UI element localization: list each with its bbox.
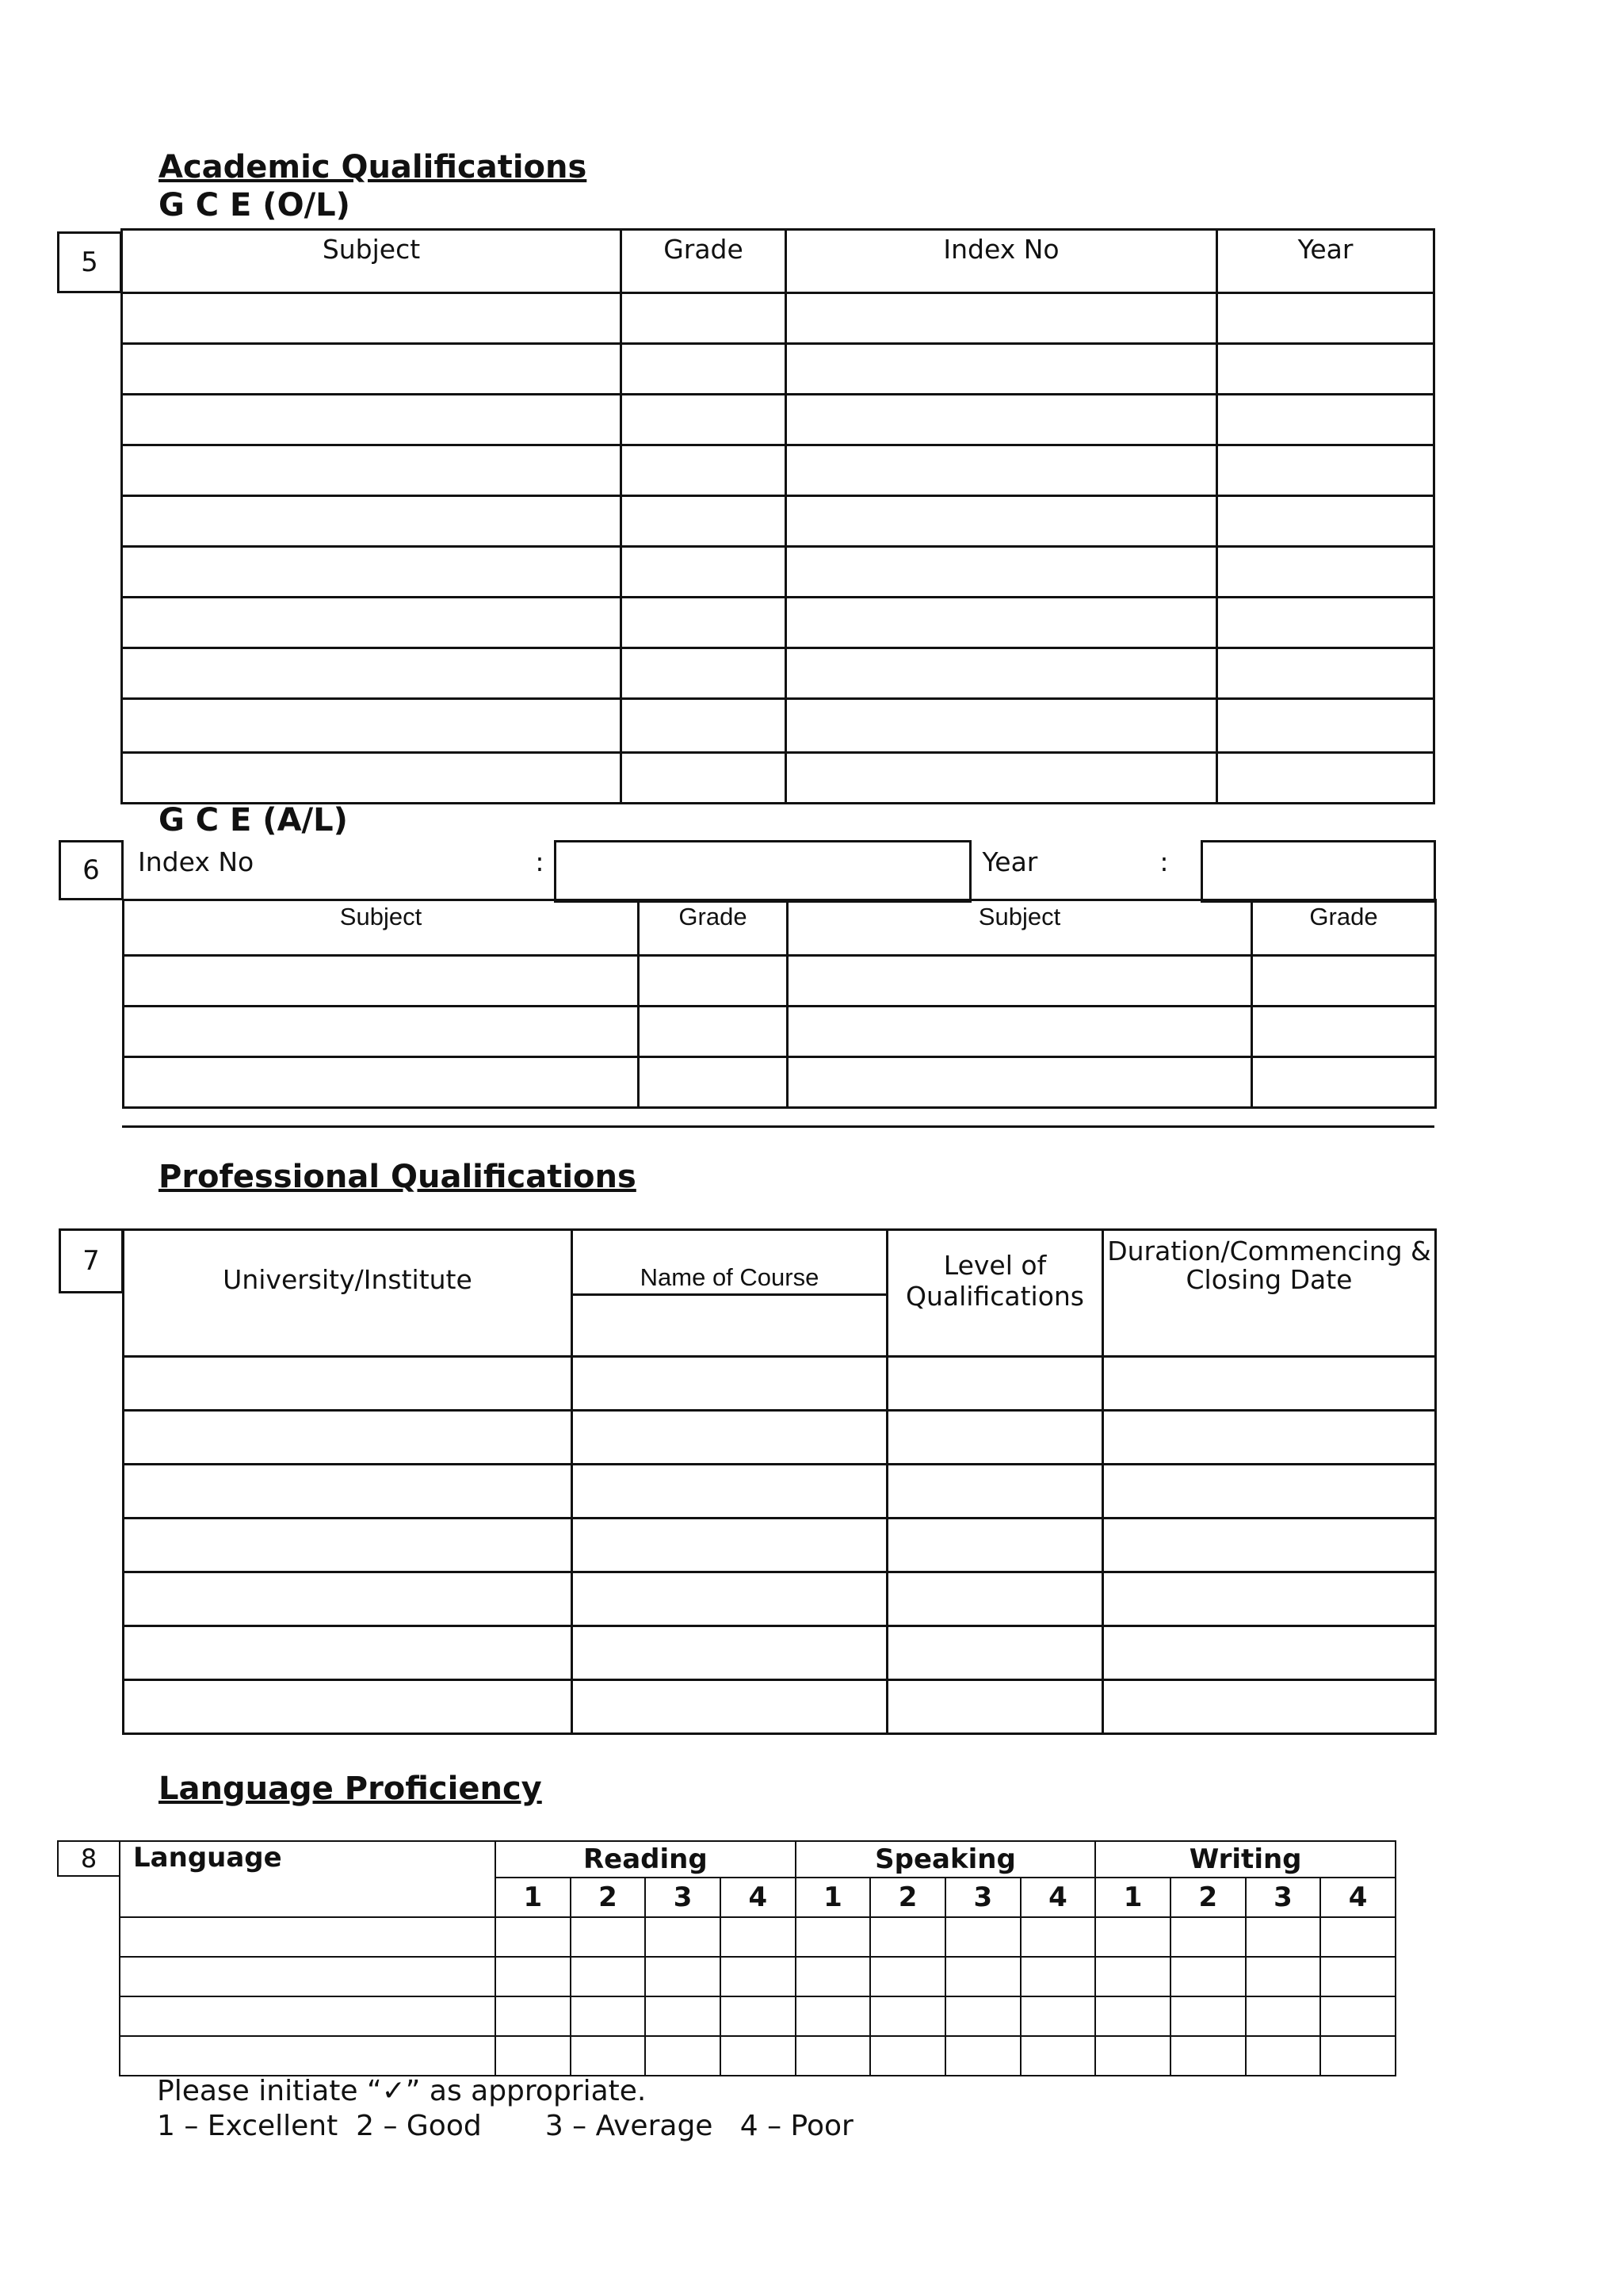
writing-cell[interactable] [1320,1917,1396,1957]
ol-grade-cell[interactable] [621,699,786,753]
ol-header-grade: Grade [621,230,786,293]
reading-cell[interactable] [571,1957,646,1996]
prof-duration-cell[interactable] [1103,1519,1436,1572]
ol-year-cell[interactable] [1217,648,1434,699]
al-year-label-cell [970,842,1201,902]
gce-ol-header-row [122,230,1434,293]
ol-subject-cell[interactable] [122,598,621,648]
ol-subject-cell[interactable] [122,547,621,598]
ol-grade-cell[interactable] [621,395,786,445]
ol-index-cell[interactable] [786,598,1217,648]
writing-cell[interactable] [1320,1996,1396,2036]
speaking-cell[interactable] [870,1996,945,2036]
al-subject-cell[interactable] [788,1057,1252,1108]
ol-grade-cell[interactable] [621,648,786,699]
table-row [124,1007,1436,1057]
prof-header-course: Name of Course [572,1230,888,1295]
speaking-cell[interactable] [796,1957,871,1996]
reading-cell[interactable] [720,2036,796,2076]
ol-grade-cell[interactable] [621,547,786,598]
table-row [124,956,1436,1007]
table-row [124,1357,1436,1411]
language-proficiency-table [119,1840,1396,2076]
ol-year-cell[interactable] [1217,395,1434,445]
prof-duration-cell[interactable] [1103,1572,1436,1626]
ol-index-cell[interactable] [786,445,1217,496]
reading-cell[interactable] [645,1917,720,1957]
section-number-8: 8 [57,1840,120,1877]
speaking-cell[interactable] [796,1996,871,2036]
table-row [122,598,1434,648]
language-header: Language [120,1841,495,1878]
al-grade-cell[interactable] [1252,1057,1436,1108]
speaking-level-1: 1 [796,1878,871,1917]
ol-year-cell[interactable] [1217,699,1434,753]
table-row [122,753,1434,804]
prof-university-cell[interactable] [124,1411,572,1465]
reading-cell[interactable] [645,1957,720,1996]
prof-level-cell[interactable] [888,1572,1103,1626]
ol-grade-cell[interactable] [621,496,786,547]
language-level-header-row [120,1878,1396,1917]
prof-duration-cell[interactable] [1103,1411,1436,1465]
writing-level-4: 4 [1320,1878,1396,1917]
reading-level-3: 3 [645,1878,720,1917]
prof-level-cell[interactable] [888,1519,1103,1572]
speaking-cell[interactable] [945,1917,1021,1957]
prof-university-cell[interactable] [124,1519,572,1572]
prof-university-cell[interactable] [124,1357,572,1411]
al-subject-cell[interactable] [788,1007,1252,1057]
ol-index-cell[interactable] [786,547,1217,598]
table-row [122,344,1434,395]
prof-duration-cell[interactable] [1103,1680,1436,1734]
al-header-subject-2: Subject [788,900,1252,956]
prof-university-cell[interactable] [124,1572,572,1626]
speaking-cell[interactable] [945,1996,1021,2036]
section-number-7: 7 [59,1228,124,1293]
speaking-level-4: 4 [1021,1878,1096,1917]
gce-ol-table [120,228,1435,804]
al-subject-cell[interactable] [124,956,639,1007]
al-year-input[interactable] [1201,842,1434,902]
prof-level-cell[interactable] [888,1465,1103,1519]
speaking-cell[interactable] [870,2036,945,2076]
ol-grade-cell[interactable] [621,753,786,804]
al-header-grade-2: Grade [1252,900,1436,956]
writing-cell[interactable] [1170,1957,1246,1996]
ol-year-cell[interactable] [1217,753,1434,804]
reading-cell[interactable] [645,2036,720,2076]
writing-cell[interactable] [1246,1957,1321,1996]
reading-cell[interactable] [720,1917,796,1957]
prof-course-cell[interactable] [572,1411,888,1465]
language-note-legend: 1 – Excellent 2 – Good 3 – Average 4 – Poor [157,2110,854,2142]
reading-level-4: 4 [720,1878,796,1917]
al-grade-cell[interactable] [1252,956,1436,1007]
ol-subject-cell[interactable] [122,445,621,496]
academic-qualifications-heading: Academic Qualifications [158,149,587,185]
ol-subject-cell[interactable] [122,344,621,395]
gce-al-index-year-table [122,840,1436,903]
ol-grade-cell[interactable] [621,598,786,648]
ol-grade-cell[interactable] [621,445,786,496]
writing-cell[interactable] [1320,2036,1396,2076]
ol-subject-cell[interactable] [122,648,621,699]
ol-subject-cell[interactable] [122,699,621,753]
speaking-level-2: 2 [870,1878,945,1917]
ol-subject-cell[interactable] [122,395,621,445]
ol-subject-cell[interactable] [122,293,621,344]
language-name-cell[interactable] [120,1917,495,1957]
al-index-label-cell [122,842,555,902]
ol-header-subject: Subject [122,230,621,293]
writing-level-3: 3 [1246,1878,1321,1917]
al-grade-cell[interactable] [1252,1007,1436,1057]
prof-level-cell[interactable] [888,1626,1103,1680]
reading-cell[interactable] [645,1996,720,2036]
speaking-cell[interactable] [1021,1996,1096,2036]
speaking-header: Speaking [796,1841,1096,1878]
prof-course-cell[interactable] [572,1572,888,1626]
prof-university-cell[interactable] [124,1626,572,1680]
ol-year-cell[interactable] [1217,344,1434,395]
table-row [120,1996,1396,2036]
writing-cell[interactable] [1246,2036,1321,2076]
ol-index-cell[interactable] [786,648,1217,699]
table-row [120,2036,1396,2076]
al-index-input[interactable] [555,842,970,902]
prof-level-cell[interactable] [888,1357,1103,1411]
prof-header-university: University/Institute [124,1230,572,1357]
reading-cell[interactable] [571,2036,646,2076]
reading-cell[interactable] [495,1996,571,2036]
prof-course-cell[interactable] [572,1626,888,1680]
reading-level-1: 1 [495,1878,571,1917]
ol-grade-cell[interactable] [621,344,786,395]
table-row [124,1519,1436,1572]
table-row [122,395,1434,445]
speaking-cell[interactable] [945,2036,1021,2076]
section-number-5: 5 [57,231,122,293]
al-grade-cell[interactable] [639,1007,788,1057]
prof-course-cell[interactable] [572,1519,888,1572]
speaking-cell[interactable] [870,1957,945,1996]
prof-course-subcell[interactable] [572,1295,888,1357]
table-row [122,496,1434,547]
reading-cell[interactable] [495,1917,571,1957]
table-row [124,1680,1436,1734]
writing-cell[interactable] [1170,1996,1246,2036]
prof-duration-cell[interactable] [1103,1357,1436,1411]
al-subject-cell[interactable] [788,956,1252,1007]
writing-cell[interactable] [1095,2036,1170,2076]
language-name-cell[interactable] [120,1996,495,2036]
al-year-label: Year [982,846,1038,877]
prof-course-cell[interactable] [572,1465,888,1519]
reading-cell[interactable] [720,1957,796,1996]
speaking-cell[interactable] [1021,1957,1096,1996]
language-name-cell[interactable] [120,1957,495,1996]
table-row [124,1057,1436,1108]
ol-year-cell[interactable] [1217,293,1434,344]
table-row [124,1626,1436,1680]
writing-cell[interactable] [1320,1957,1396,1996]
table-row [122,547,1434,598]
table-row [122,699,1434,753]
prof-university-cell[interactable] [124,1680,572,1734]
ol-year-cell[interactable] [1217,445,1434,496]
gce-al-title: G C E (A/L) [158,802,348,839]
language-name-cell[interactable] [120,2036,495,2076]
table-row [122,445,1434,496]
al-subject-cell[interactable] [124,1057,639,1108]
ol-header-index-no: Index No [786,230,1217,293]
ol-index-cell[interactable] [786,496,1217,547]
language-group-header-row [120,1841,1396,1878]
prof-header-level: Level of Qualifications [888,1230,1103,1357]
professional-header-row [124,1230,1436,1295]
table-row [124,1572,1436,1626]
al-header-subject-1: Subject [124,900,639,956]
writing-cell[interactable] [1246,1917,1321,1957]
writing-cell[interactable] [1095,1917,1170,1957]
ol-year-cell[interactable] [1217,496,1434,547]
gce-al-header-row [124,900,1436,956]
al-subject-cell[interactable] [124,1007,639,1057]
al-year-colon: : [1159,846,1169,877]
writing-cell[interactable] [1246,1996,1321,2036]
speaking-cell[interactable] [945,1957,1021,1996]
gce-ol-title: G C E (O/L) [158,187,350,223]
ol-index-cell[interactable] [786,753,1217,804]
al-grade-cell[interactable] [639,1057,788,1108]
prof-course-cell[interactable] [572,1680,888,1734]
language-proficiency-heading: Language Proficiency [158,1771,542,1807]
reading-cell[interactable] [720,1996,796,2036]
table-row [120,1917,1396,1957]
writing-cell[interactable] [1095,1996,1170,2036]
speaking-cell[interactable] [796,2036,871,2076]
prof-header-duration: Duration/Commencing & Closing Date [1103,1230,1436,1357]
table-row [122,648,1434,699]
reading-level-2: 2 [571,1878,646,1917]
ol-grade-cell[interactable] [621,293,786,344]
prof-course-cell[interactable] [572,1357,888,1411]
language-note-instruction: Please initiate “✓” as appropriate. [157,2075,647,2107]
ol-subject-cell[interactable] [122,496,621,547]
ol-subject-cell[interactable] [122,753,621,804]
ol-header-year: Year [1217,230,1434,293]
ol-index-cell[interactable] [786,395,1217,445]
al-header-grade-1: Grade [639,900,788,956]
prof-level-cell[interactable] [888,1411,1103,1465]
prof-duration-cell[interactable] [1103,1626,1436,1680]
ol-year-cell[interactable] [1217,547,1434,598]
ol-index-cell[interactable] [786,293,1217,344]
speaking-cell[interactable] [1021,1917,1096,1957]
speaking-cell[interactable] [796,1917,871,1957]
writing-cell[interactable] [1170,1917,1246,1957]
reading-cell[interactable] [495,1957,571,1996]
table-row [124,1465,1436,1519]
reading-header: Reading [495,1841,796,1878]
ol-index-cell[interactable] [786,699,1217,753]
writing-level-1: 1 [1095,1878,1170,1917]
professional-qualifications-heading: Professional Qualifications [158,1159,636,1195]
reading-cell[interactable] [571,1917,646,1957]
table-row [124,1411,1436,1465]
prof-level-cell[interactable] [888,1680,1103,1734]
reading-cell[interactable] [495,2036,571,2076]
professional-qualifications-table [122,1228,1437,1735]
al-index-label: Index No [138,846,254,877]
writing-cell[interactable] [1170,2036,1246,2076]
section-divider [122,1125,1434,1128]
section-number-6: 6 [59,840,124,900]
speaking-level-3: 3 [945,1878,1021,1917]
speaking-cell[interactable] [870,1917,945,1957]
gce-al-subjects-table [122,899,1437,1109]
writing-header: Writing [1095,1841,1396,1878]
reading-cell[interactable] [571,1996,646,2036]
al-grade-cell[interactable] [639,956,788,1007]
table-row [122,293,1434,344]
al-index-colon: : [535,846,544,877]
prof-university-cell[interactable] [124,1465,572,1519]
writing-cell[interactable] [1095,1957,1170,1996]
ol-year-cell[interactable] [1217,598,1434,648]
ol-index-cell[interactable] [786,344,1217,395]
table-row [120,1957,1396,1996]
writing-level-2: 2 [1170,1878,1246,1917]
prof-duration-cell[interactable] [1103,1465,1436,1519]
speaking-cell[interactable] [1021,2036,1096,2076]
